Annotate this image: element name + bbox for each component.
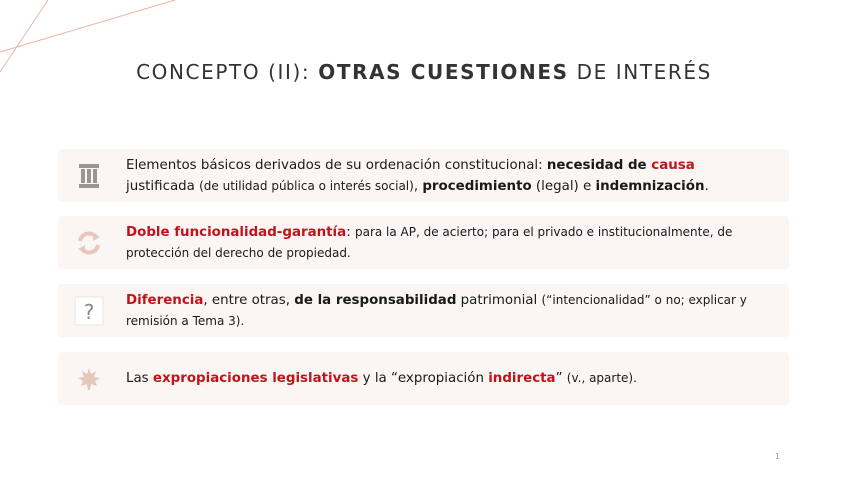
item-text-part: . (704, 179, 709, 194)
item-text-part: para la AP, de acierto; para el privado e institucionalmente, de protección del derecho de propiedad. (126, 225, 733, 260)
list-item (58, 216, 789, 269)
list-item (58, 352, 789, 405)
item-text-part: : (346, 225, 355, 240)
item-text (126, 222, 779, 264)
item-text-part: (“intencionalidad” o no; explicar y remisión a Tema 3). (126, 293, 747, 328)
list-item (58, 149, 789, 202)
item-text-part: (v., aparte). (566, 371, 637, 385)
item-text-part: patrimonial (456, 293, 542, 308)
list-item (58, 284, 789, 337)
item-text-part: indirecta (488, 371, 556, 386)
item-text (126, 368, 779, 389)
item-text (126, 155, 779, 197)
item-text-part: Diferencia (126, 293, 204, 308)
item-text-part: justificada (126, 179, 200, 194)
item-text-part: ” (555, 371, 567, 386)
title-prefix: CONCEPTO (II): (136, 60, 319, 84)
item-text (126, 290, 779, 332)
column-icon (74, 161, 104, 191)
item-text-part: (legal) e (531, 179, 596, 194)
item-text-part: y la “expropiación (358, 371, 489, 386)
item-text-part: procedimiento (422, 179, 532, 194)
item-text-part: de la responsabilidad (294, 293, 457, 308)
slide-title (0, 60, 848, 84)
item-text-part: , (413, 179, 423, 194)
item-text-part: expropiaciones legislativas (152, 371, 359, 386)
item-text-part: (de utilidad pública o interés social) (199, 179, 414, 193)
refresh-icon (74, 228, 104, 258)
item-text-part: necesidad de (546, 158, 652, 173)
question-icon (74, 296, 104, 326)
item-text-part: , entre otras, (203, 293, 295, 308)
item-text-part: Doble funcionalidad-garantía (126, 225, 347, 240)
title-bold: OTRAS CUESTIONES (318, 60, 569, 84)
item-text-part: Las (126, 371, 153, 386)
item-text-part: indemnización (595, 179, 705, 194)
maple-leaf-icon (74, 364, 104, 394)
item-text-part: causa (651, 158, 695, 173)
page-number: 1 (774, 452, 780, 461)
item-text-part: Elementos básicos derivados de su ordenación constitucional: (126, 158, 547, 173)
title-suffix: DE INTERÉS (568, 60, 712, 84)
svg-text:?: ? (83, 300, 95, 324)
